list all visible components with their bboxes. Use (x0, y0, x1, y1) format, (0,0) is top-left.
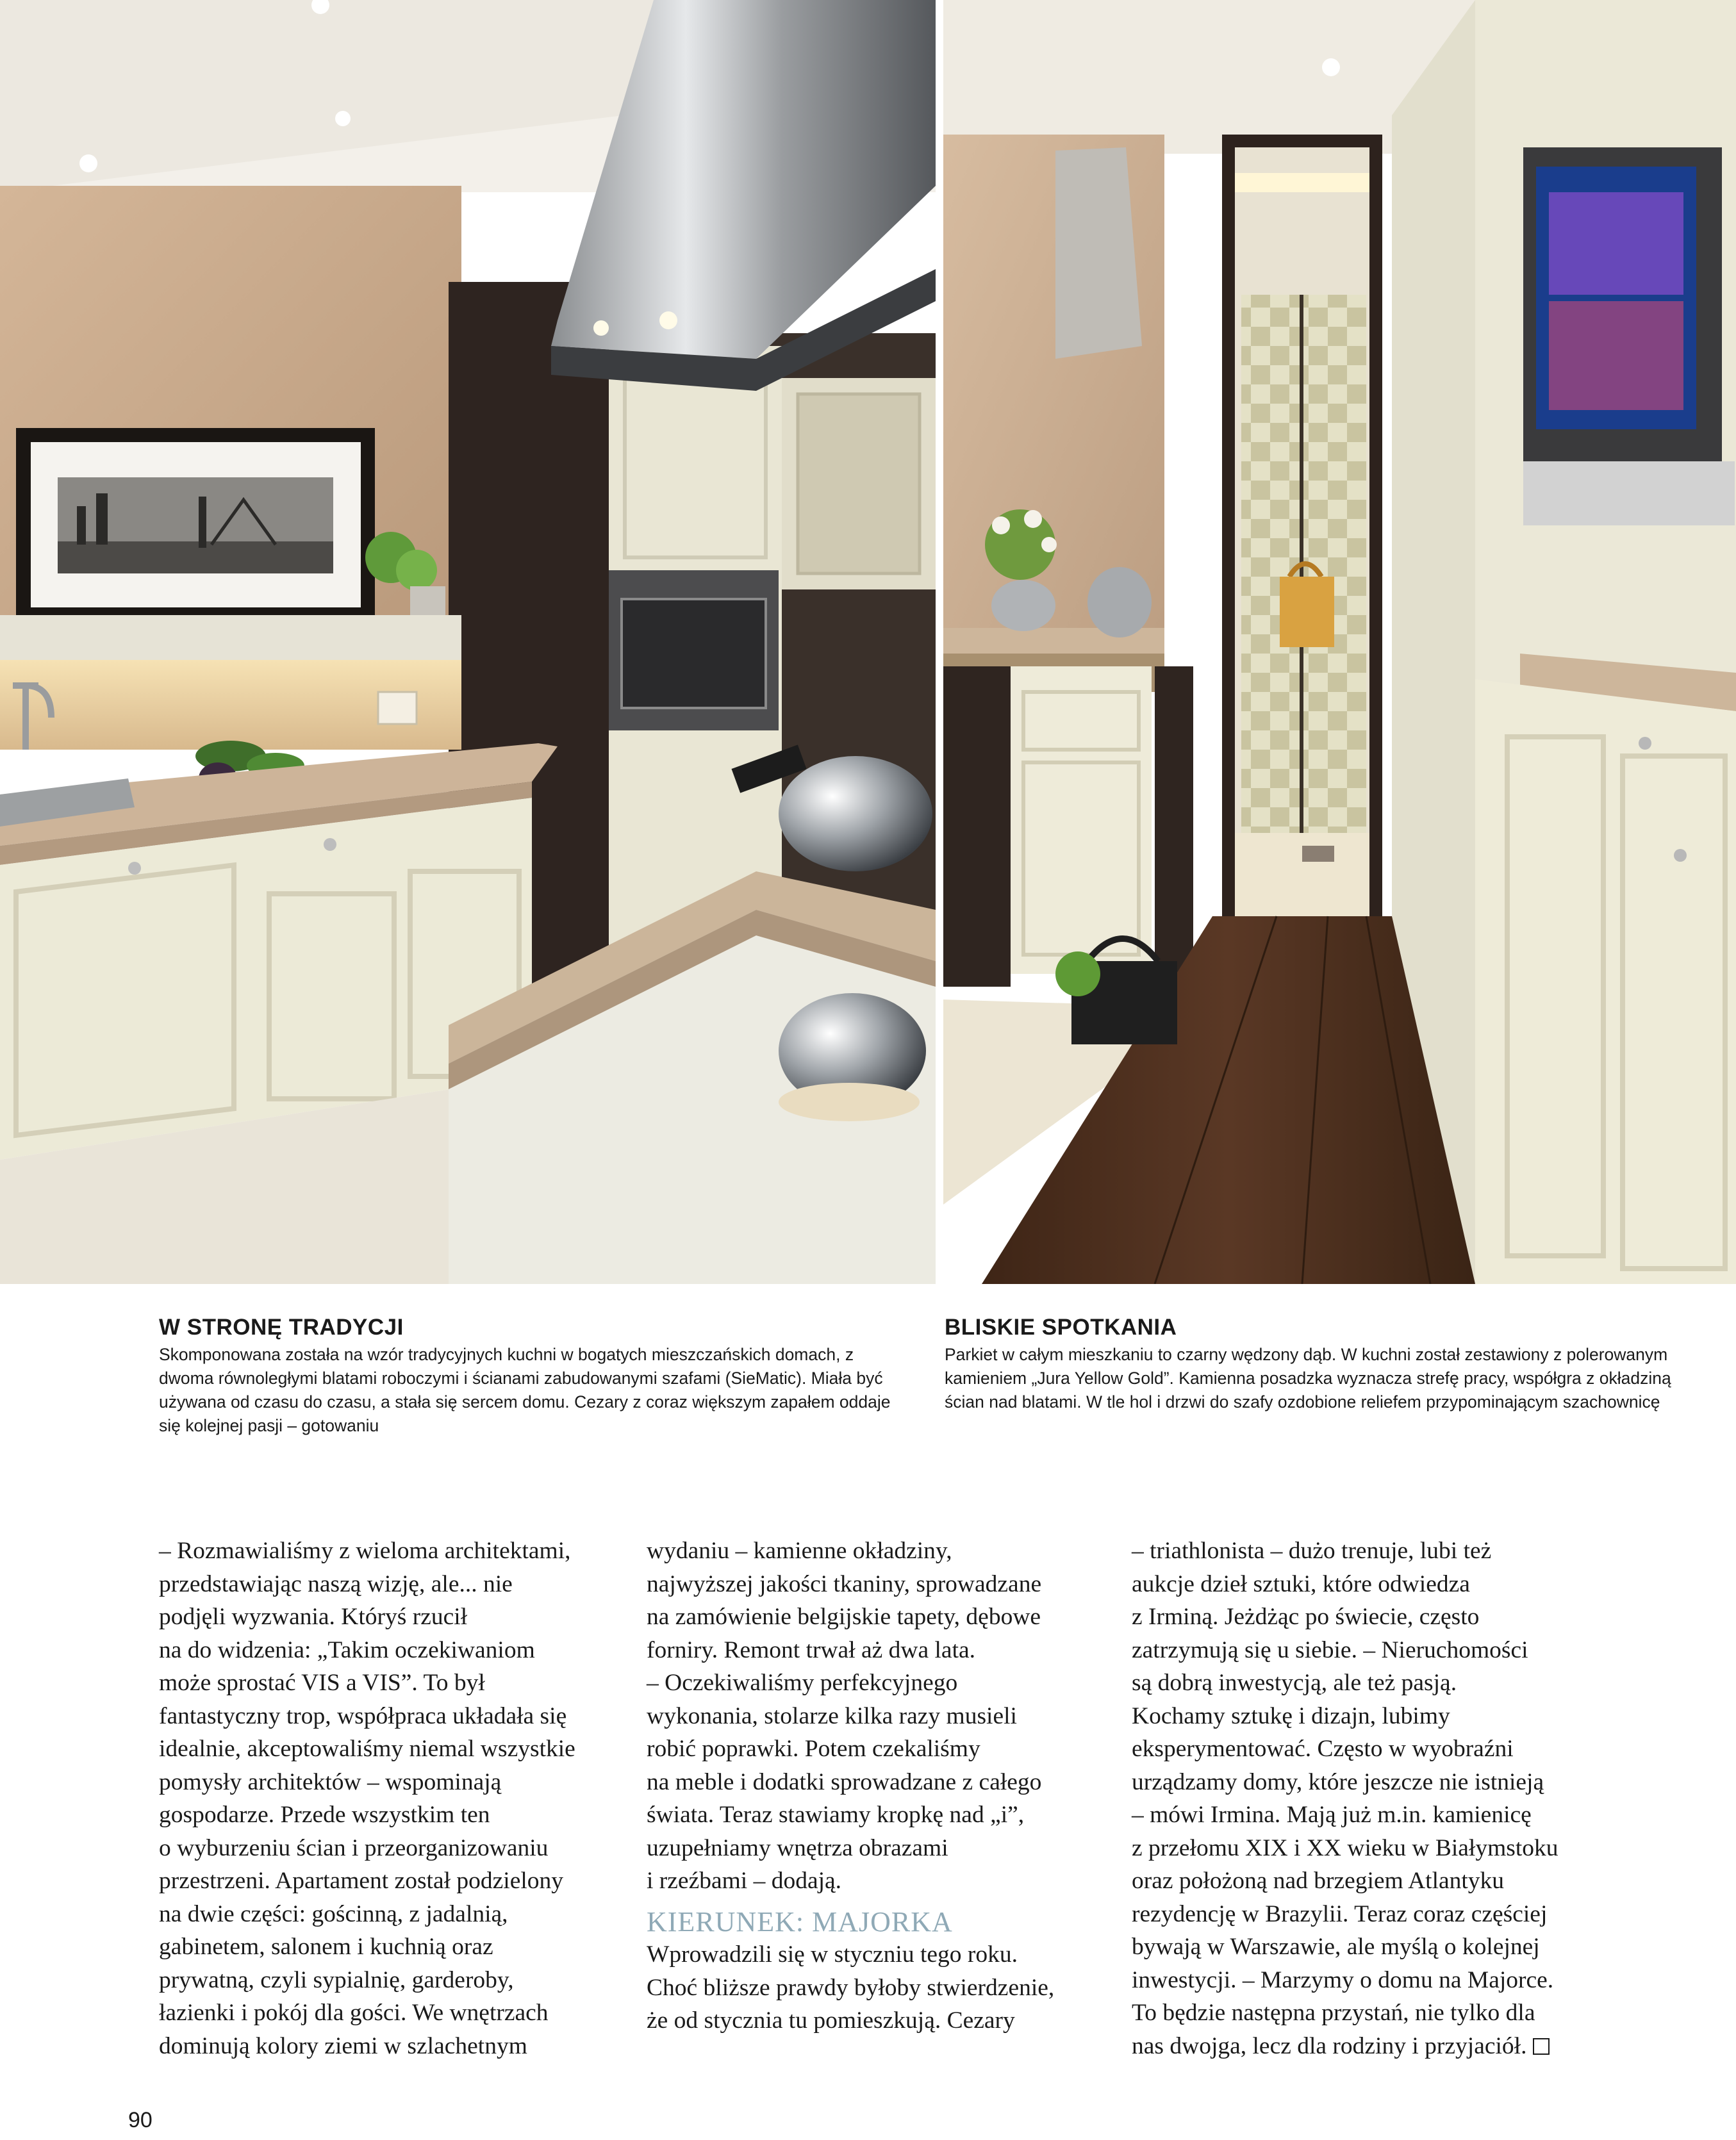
article-line: pomysły architektów – wspominają (159, 1768, 502, 1795)
article-line: na do widzenia: „Takim oczekiwaniom (159, 1636, 535, 1663)
article-line: forniry. Remont trwał aż dwa lata. (647, 1636, 976, 1663)
article-line: – mówi Irmina. Mają już m.in. kamienicę (1132, 1802, 1532, 1828)
caption-left (159, 1315, 896, 1438)
article-line: prywatną, czyli sypialnię, garderoby, (159, 1966, 514, 1993)
article-line: robić poprawki. Potem czekaliśmy (647, 1736, 980, 1762)
caption-line: zestawiony z polerowanym kamieniem „Jura Yellow Gold”. Kamienna (945, 1345, 1668, 1388)
article-line: To będzie następna przystań, nie tylko dla (1132, 2000, 1535, 2026)
article-line: fantastyczny trop, współpraca układała się (159, 1702, 567, 1729)
subheading: KIERUNEK: MAJORKA (647, 1905, 953, 1938)
article-line: aukcje dzieł sztuki, które odwiedza (1132, 1570, 1470, 1597)
page-number: 90 (128, 2108, 153, 2132)
article-line: – triathlonista – dużo trenuje, lubi też (1132, 1538, 1492, 1564)
article-line: uzupełniamy wnętrza obrazami (647, 1834, 948, 1861)
article-line: gospodarze. Przede wszystkim ten (159, 1802, 490, 1828)
caption-line: Parkiet w całym mieszkaniu to czarny wędzony dąb. W kuchni został (945, 1345, 1460, 1364)
kitchen-photo-right (943, 0, 1736, 1284)
article-line: bywają w Warszawie, ale myślą o kolejnej (1132, 1934, 1540, 1960)
article-line-text: nas dwojga, lecz dla rodziny i przyjaciół. (1132, 2032, 1527, 2059)
article-line-last (1132, 2030, 1567, 2063)
caption-left-text (159, 1343, 896, 1438)
article-line: że od stycznia tu pomieszkują. Cezary (647, 2007, 1015, 2034)
article-column-3 (1132, 1535, 1567, 2062)
caption-line: domu. Cezary z coraz większym zapałem oddaje się kolejnej pasji – gotowaniu (159, 1392, 891, 1435)
article-line: eksperymentować. Często w wyobraźni (1132, 1736, 1514, 1762)
article-line: na dwie części: gościnną, z jadalnią, (159, 1900, 508, 1927)
caption-line: szafami (SieMatic). Miała być używana od czasu do czasu, a stała się sercem (159, 1369, 883, 1412)
article-line: przestrzeni. Apartament został podzielony (159, 1868, 564, 1894)
caption-left-title: W STRONĘ TRADYCJI (159, 1315, 404, 1340)
caption-line: Skomponowana została na wzór tradycyjnych kuchni w bogatych mieszczańskich (159, 1345, 771, 1364)
kitchen-illustration-right (943, 0, 1736, 1284)
article-line: przedstawiając naszą wizję, ale... nie (159, 1570, 513, 1597)
kitchen-photo-left (0, 0, 936, 1284)
article-line: łazienki i pokój dla gości. We wnętrzach (159, 2000, 549, 2026)
article-line: świata. Teraz stawiamy kropkę nad „i”, (647, 1802, 1025, 1828)
article-line: idealnie, akceptowaliśmy niemal wszystkie (159, 1736, 575, 1762)
article-line: są dobrą inwestycją, ale też pasją. (1132, 1670, 1457, 1696)
caption-line: posadzka wyznacza strefę pracy, współgra z okładziną ścian nad blatami. (945, 1369, 1671, 1412)
article-line: na zamówienie belgijskie tapety, dębowe (647, 1604, 1041, 1630)
caption-right-title: BLISKIE SPOTKANIA (945, 1315, 1177, 1340)
article-line: z Irminą. Jeżdżąc po świecie, często (1132, 1604, 1480, 1630)
article-line: wydaniu – kamienne okładziny, (647, 1538, 952, 1564)
article-line: na meble i dodatki sprowadzane z całego (647, 1768, 1042, 1795)
article-line: – Rozmawialiśmy z wieloma architektami, (159, 1538, 571, 1564)
caption-right-text (945, 1343, 1701, 1414)
article-line: oraz położoną nad brzegiem Atlantyku (1132, 1868, 1505, 1894)
article-line: najwyższej jakości tkaniny, sprowadzane (647, 1570, 1042, 1597)
article-line: Wprowadzili się w styczniu tego roku. (647, 1941, 1018, 1968)
kitchen-illustration-left (0, 0, 936, 1284)
article-line: – Oczekiwaliśmy perfekcyjnego (647, 1670, 958, 1696)
article-line: o wyburzeniu ścian i przeorganizowaniu (159, 1834, 549, 1861)
end-mark-icon (1533, 2038, 1550, 2055)
article-line: urządzamy domy, które jeszcze nie istnieją (1132, 1768, 1544, 1795)
caption-line: W tle hol i drzwi do szafy ozdobione reliefem przypominającym szachownicę (1086, 1392, 1660, 1412)
article-line: rezydencję w Brazylii. Teraz coraz częściej (1132, 1900, 1548, 1927)
article-line: gabinetem, salonem i kuchnią oraz (159, 1934, 493, 1960)
article-line: inwestycji. – Marzymy o domu na Majorce. (1132, 1966, 1554, 1993)
caption-right (945, 1315, 1701, 1414)
article-line: Choć bliższe prawdy byłoby stwierdzenie, (647, 1974, 1055, 2001)
article-line: zatrzymują się u siebie. – Nieruchomości (1132, 1636, 1528, 1663)
article-line: podjęli wyzwania. Któryś rzucił (159, 1604, 468, 1630)
article-column-2 (647, 1535, 1082, 2037)
article-line: Kochamy sztukę i dizajn, lubimy (1132, 1702, 1450, 1729)
article-line: i rzeźbami – dodają. (647, 1868, 842, 1894)
article-line: z przełomu XIX i XX wieku w Białymstoku (1132, 1834, 1558, 1861)
article-line: może sprostać VIS a VIS”. To był (159, 1670, 485, 1696)
caption-line: domach, z dwoma równoległymi blatami roboczymi i ścianami zabudowanymi (159, 1345, 854, 1388)
article-column-1 (159, 1535, 595, 2062)
article-line: dominują kolory ziemi w szlachetnym (159, 2032, 527, 2059)
article-line: wykonania, stolarze kilka razy musieli (647, 1702, 1017, 1729)
